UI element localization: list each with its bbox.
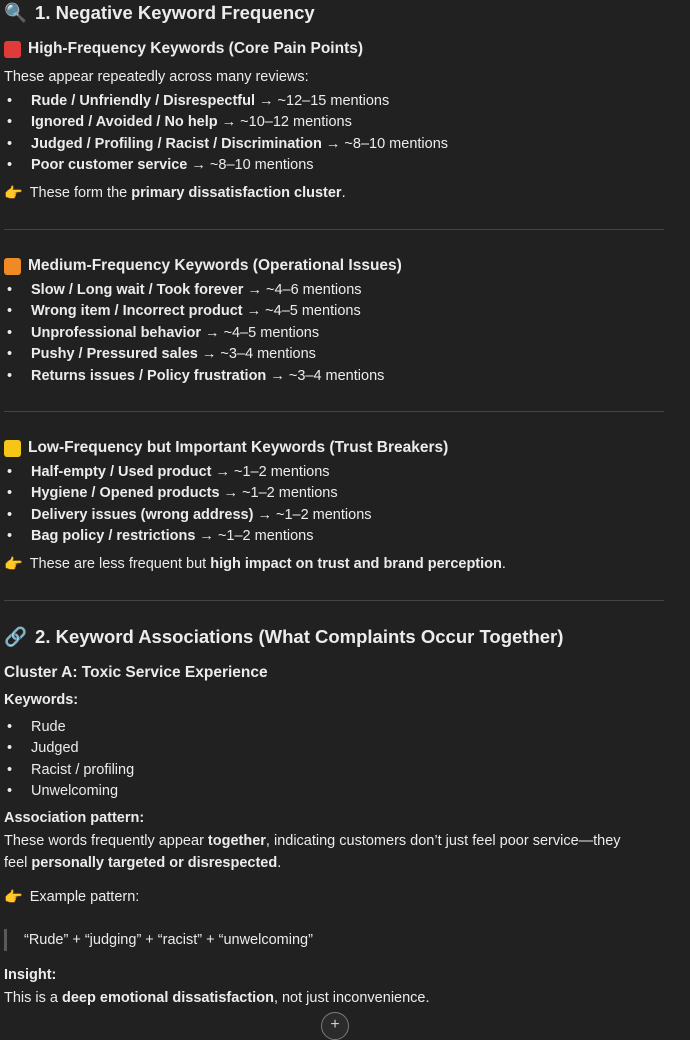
high-frequency-heading: High-Frequency Keywords (Core Pain Points) [4,40,664,58]
magnifier-icon: 🔍 [4,2,28,23]
red-square-icon [4,41,21,58]
low-frequency-heading: Low-Frequency but Important Keywords (Trust Breakers) [4,439,448,457]
high-frequency-note: 👉 These form the primary dissatisfaction cluster. [4,185,346,202]
yellow-square-icon [4,440,21,457]
low-frequency-note: 👉 These are less frequent but high impact on trust and brand perception. [4,556,506,573]
section2-title: 🔗 2. Keyword Associations (What Complaints Occur Together) [4,626,564,647]
list-item: • Judged / Profiling / Racist / Discrimination → ~8–10 mentions [4,134,448,155]
pointing-hand-icon: 👉 [4,556,23,573]
list-item: • Returns issues / Policy frustration → ~3–4 mentions [4,366,384,387]
orange-square-icon [4,258,21,275]
example-quote: “Rude” + “judging” + “racist” + “unwelcoming” [4,929,313,951]
list-item: • Unprofessional behavior → ~4–5 mentions [4,323,384,344]
list-item: • Delivery issues (wrong address) → ~1–2 mentions [4,505,372,526]
cluster-keywords-list [4,717,134,803]
scroll-down-button[interactable]: + [321,1012,349,1040]
list-item: • Hygiene / Opened products → ~1–2 mentions [4,483,372,504]
pointing-hand-icon: 👉 [4,889,23,906]
insight-text: This is a deep emotional dissatisfaction, not just inconvenience. [4,990,430,1006]
section1-title: 🔍 1. Negative Keyword Frequency [4,2,315,23]
high-frequency-list [4,91,448,177]
list-item: • Slow / Long wait / Took forever → ~4–6 mentions [4,280,384,301]
keywords-label: Keywords: [4,692,79,708]
example-pattern-note: 👉 Example pattern: [4,889,140,906]
medium-frequency-list [4,280,384,387]
list-item: • Unwelcoming [4,781,134,802]
cluster-title: Cluster A: Toxic Service Experience [4,664,268,681]
divider [4,411,664,412]
list-item: • Pushy / Pressured sales → ~3–4 mentions [4,344,384,365]
list-item: • Rude [4,717,134,738]
link-icon: 🔗 [4,626,28,647]
medium-frequency-heading: Medium-Frequency Keywords (Operational Issues) [4,257,402,275]
list-item: • Judged [4,738,134,759]
association-pattern-text: These words frequently appear together, indicating customers don’t just feel poor service—they feel personally targeted or disrespected. [4,833,621,871]
insight-label: Insight: [4,967,57,983]
association-pattern-label: Association pattern: [4,810,145,826]
list-item: • Poor customer service → ~8–10 mentions [4,155,448,176]
list-item: • Half-empty / Used product → ~1–2 mentions [4,462,372,483]
low-frequency-list [4,462,372,548]
list-item: • Rude / Unfriendly / Disrespectful → ~12–15 mentions [4,91,448,112]
list-item: • Bag policy / restrictions → ~1–2 mentions [4,526,372,547]
divider [4,229,664,230]
list-item: • Wrong item / Incorrect product → ~4–5 mentions [4,301,384,322]
high-frequency-intro: These appear repeatedly across many reviews: [4,69,309,85]
pointing-hand-icon: 👉 [4,185,23,202]
divider [4,600,664,601]
list-item: • Ignored / Avoided / No help → ~10–12 mentions [4,112,448,133]
list-item: • Racist / profiling [4,760,134,781]
